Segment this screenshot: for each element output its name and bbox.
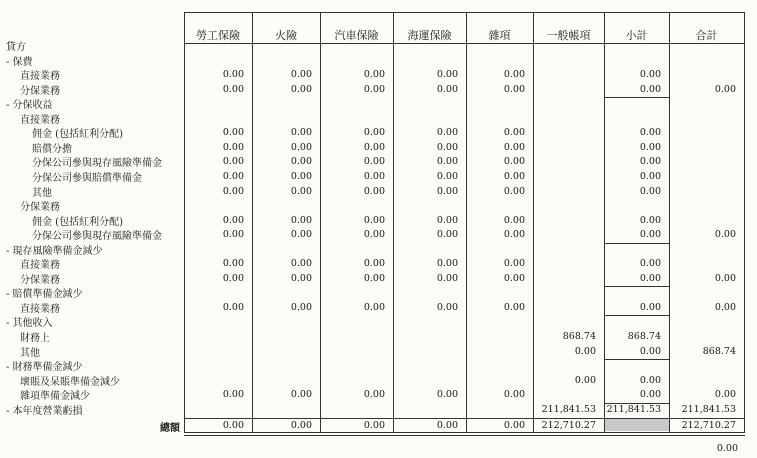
cell-value: 868.74 <box>627 331 661 342</box>
cell-value: 0.00 <box>639 185 661 197</box>
cell-value: 0.00 <box>436 258 458 270</box>
cell-value: 0.00 <box>363 141 385 153</box>
row-label: 分保公司參與現存風險準備金 <box>32 231 162 243</box>
cell-value: 868.74 <box>702 345 736 357</box>
row-label: 直接業務 <box>20 260 60 272</box>
row-label: 壞賬及呆賬準備金減少 <box>20 376 120 388</box>
row-label: - 賠償準備金減少 <box>6 289 83 301</box>
cell-value: 0.00 <box>436 156 458 168</box>
subtotal-rule <box>604 243 669 244</box>
row-label: 雜項準備金減少 <box>20 391 90 403</box>
cell-value: 0.00 <box>222 258 244 270</box>
row-label: - 本年度營業虧損 <box>6 405 83 417</box>
row-label: - 現存風險準備金減少 <box>6 245 103 257</box>
column-header: 火險 <box>275 29 297 42</box>
row-label: - 保費 <box>6 56 33 68</box>
cell-value: 0.00 <box>436 389 458 401</box>
subtotal-rule <box>604 359 669 360</box>
cell-value: 0.00 <box>222 229 244 241</box>
cell-value: 0.00 <box>222 272 244 284</box>
cell-value: 0.00 <box>639 301 661 313</box>
row-label: 直接業務 <box>20 71 60 83</box>
cell-value: 0.00 <box>503 258 525 270</box>
row-label: 直接業務 <box>20 303 60 315</box>
row-label: 分保業務 <box>20 202 60 214</box>
cell-value: 0.00 <box>222 141 244 153</box>
cell-value: 868.74 <box>562 331 596 342</box>
cell-value: 211,841.53 <box>541 403 596 415</box>
cell-value: 0.00 <box>363 156 385 168</box>
footer-value: 0.00 <box>716 443 738 454</box>
cell-value: 0.00 <box>714 229 736 241</box>
cell-value: 0.00 <box>222 69 244 81</box>
row-label: 其他 <box>32 187 52 199</box>
column-header: 一般帳項 <box>546 29 591 42</box>
cell-value: 0.00 <box>503 170 525 182</box>
cell-value: 0.00 <box>290 214 312 226</box>
cell-value: 0.00 <box>363 69 385 81</box>
cell-value: 0.00 <box>503 185 525 197</box>
cell-value: 0.00 <box>363 272 385 284</box>
cell-value: 0.00 <box>222 83 244 95</box>
cell-value: 0.00 <box>436 301 458 313</box>
cell-value: 0.00 <box>639 69 661 81</box>
cell-value: 0.00 <box>503 83 525 95</box>
table-top-rule <box>184 12 745 13</box>
cell-value: 0.00 <box>290 83 312 95</box>
row-label: - 其他收入 <box>6 318 53 330</box>
cell-value: 0.00 <box>574 345 596 357</box>
cell-value: 0.00 <box>363 83 385 95</box>
cell-value: 0.00 <box>639 389 661 401</box>
cell-value: 0.00 <box>639 214 661 226</box>
cell-value: 0.00 <box>363 389 385 401</box>
cell-value: 0.00 <box>503 272 525 284</box>
cell-value: 0.00 <box>222 301 244 313</box>
cell-value: 0.00 <box>290 301 312 313</box>
cell-value: 0.00 <box>714 389 736 401</box>
cell-value: 0.00 <box>436 214 458 226</box>
cell-value: 0.00 <box>436 229 458 241</box>
cell-value: 0.00 <box>639 374 661 386</box>
cell-value: 0.00 <box>639 156 661 168</box>
cell-value: 0.00 <box>436 141 458 153</box>
total-value: 0.00 <box>222 420 244 432</box>
cell-value: 0.00 <box>290 272 312 284</box>
cell-value: 0.00 <box>363 301 385 313</box>
subtotal-rule <box>604 97 669 98</box>
cell-value: 0.00 <box>639 258 661 270</box>
row-label: 財務上 <box>20 333 50 344</box>
row-label: - 分保收益 <box>6 100 53 112</box>
cell-value: 0.00 <box>222 127 244 139</box>
cell-value: 0.00 <box>503 389 525 401</box>
cell-value: 0.00 <box>503 69 525 81</box>
cell-value: 0.00 <box>639 345 661 357</box>
cell-value: 0.00 <box>639 83 661 95</box>
subtotal-rule <box>604 315 669 316</box>
cell-value: 0.00 <box>363 229 385 241</box>
column-header: 海運保險 <box>407 29 452 42</box>
total-value: 212,710.27 <box>541 420 596 432</box>
row-label: 佣金 (包括紅利分配) <box>32 129 123 141</box>
cell-value: 0.00 <box>503 229 525 241</box>
cell-value: 0.00 <box>363 170 385 182</box>
cell-value: 0.00 <box>639 170 661 182</box>
row-label: 佣金 (包括紅利分配) <box>32 216 123 228</box>
cell-value: 211,841.53 <box>606 403 661 415</box>
cell-value: 0.00 <box>222 389 244 401</box>
cell-value: 0.00 <box>503 141 525 153</box>
column-header: 小計 <box>625 29 648 42</box>
subtotal-rule <box>604 403 669 404</box>
total-value: 0.00 <box>290 420 312 432</box>
row-label: 分保業務 <box>20 85 60 97</box>
cell-value: 0.00 <box>503 127 525 139</box>
cell-value: 0.00 <box>290 229 312 241</box>
cell-value: 0.00 <box>222 170 244 182</box>
cell-value: 0.00 <box>503 301 525 313</box>
row-label: - 財務準備金減少 <box>6 362 83 374</box>
cell-value: 0.00 <box>639 141 661 153</box>
cell-value: 0.00 <box>714 272 736 284</box>
cell-value: 0.00 <box>503 214 525 226</box>
cell-value: 0.00 <box>503 156 525 168</box>
cell-value: 0.00 <box>290 141 312 153</box>
cell-value: 0.00 <box>436 185 458 197</box>
cell-value: 0.00 <box>363 127 385 139</box>
cell-value: 0.00 <box>290 69 312 81</box>
cell-value: 0.00 <box>639 229 661 241</box>
cell-value: 0.00 <box>639 127 661 139</box>
row-label: 分保公司參與現存風險準備金 <box>32 158 162 170</box>
total-value: 212,710.27 <box>681 420 736 432</box>
cell-value: 0.00 <box>290 127 312 139</box>
cell-value: 0.00 <box>714 301 736 313</box>
cell-value: 0.00 <box>714 83 736 95</box>
total-value: 0.00 <box>363 420 385 432</box>
header-rule <box>184 43 745 44</box>
column-divider <box>744 12 745 432</box>
bottom-rule-double <box>184 435 745 436</box>
cell-value: 0.00 <box>436 69 458 81</box>
row-label: 分保業務 <box>20 274 60 286</box>
cell-value: 0.00 <box>290 156 312 168</box>
cell-value: 0.00 <box>290 170 312 182</box>
cell-value: 0.00 <box>222 214 244 226</box>
cell-value: 0.00 <box>290 185 312 197</box>
row-label: 賠償分擔 <box>32 143 72 155</box>
total-value: 0.00 <box>503 420 525 432</box>
cell-value: 0.00 <box>639 272 661 284</box>
column-divider <box>533 12 534 432</box>
cell-value: 0.00 <box>363 185 385 197</box>
cell-value: 211,841.53 <box>681 403 736 415</box>
column-divider <box>669 12 670 432</box>
cell-value: 0.00 <box>436 272 458 284</box>
cell-value: 0.00 <box>290 389 312 401</box>
column-header: 汽車保險 <box>334 29 379 42</box>
row-label: 其他 <box>20 347 40 359</box>
row-label: 直接業務 <box>20 114 60 126</box>
column-header: 雜項 <box>488 29 511 42</box>
row-label: 分保公司參與賠償準備金 <box>32 172 142 184</box>
cell-value: 0.00 <box>436 127 458 139</box>
cell-value: 0.00 <box>290 258 312 270</box>
cell-value: 0.00 <box>436 83 458 95</box>
cell-value: 0.00 <box>574 374 596 386</box>
total-value: 0.00 <box>436 420 458 432</box>
column-header: 合計 <box>695 29 718 42</box>
subtotal-rule <box>604 286 669 287</box>
shaded-cell <box>605 419 669 431</box>
cell-value: 0.00 <box>363 214 385 226</box>
column-header: 勞工保險 <box>196 29 240 42</box>
bottom-rule <box>184 432 745 433</box>
row-label: 貸方 <box>6 42 26 53</box>
cell-value: 0.00 <box>222 156 244 168</box>
cell-value: 0.00 <box>363 258 385 270</box>
total-label: 總額 <box>160 423 180 435</box>
cell-value: 0.00 <box>436 170 458 182</box>
cell-value: 0.00 <box>222 185 244 197</box>
